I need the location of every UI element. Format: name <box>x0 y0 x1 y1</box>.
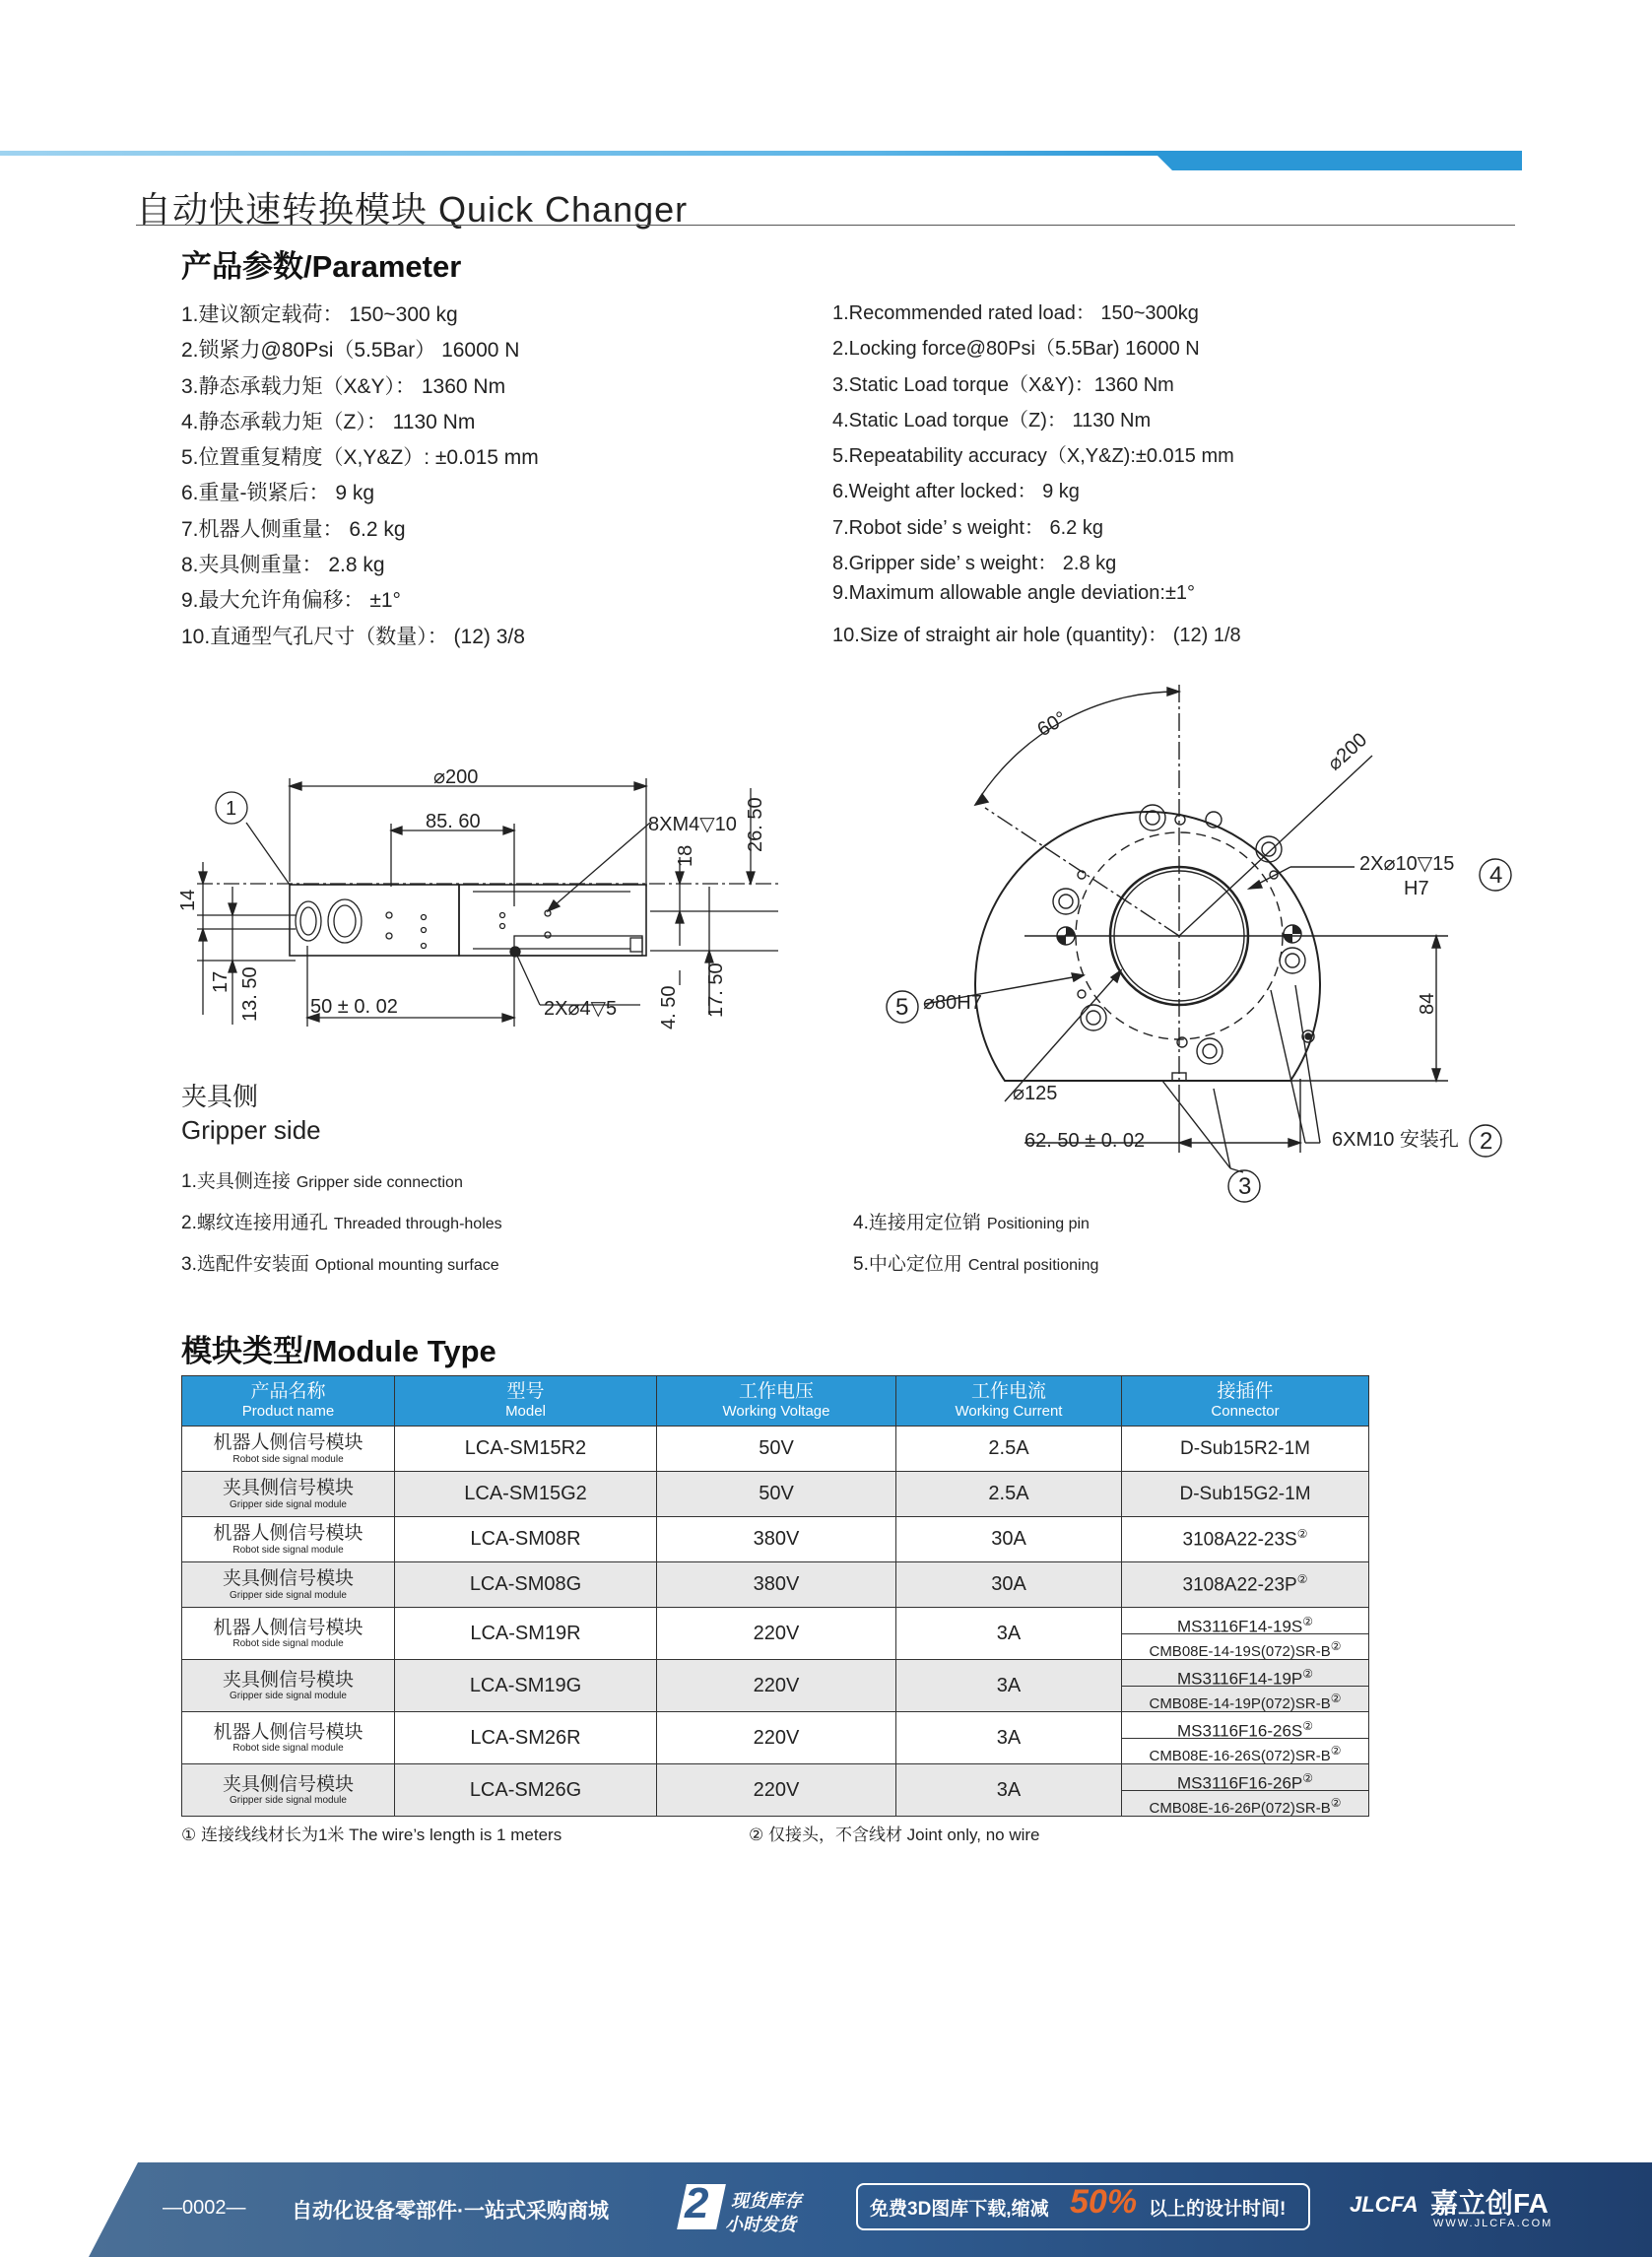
legend-item-5 <box>853 1249 1098 1276</box>
note-2-mark: ② <box>1330 1795 1342 1810</box>
legend-item-1 <box>181 1166 463 1193</box>
param-cn-4: 4.静态承载力矩（Z）： 1130 Nm <box>181 410 476 433</box>
voltage-cell: 50V <box>657 1472 896 1517</box>
brand-url: WWW.JLCFA.COM <box>1433 2218 1553 2229</box>
dim-side-450: 4. 50 <box>658 985 680 1029</box>
connector-value: CMB08E-16-26P(072)SR-B <box>1149 1799 1331 1817</box>
current-cell: 2.5A <box>896 1472 1122 1517</box>
legend-4-en: Positioning pin <box>986 1216 1090 1232</box>
legend-1-cn: 1.夹具侧连接 <box>181 1171 291 1192</box>
note-2-mark: ② <box>1296 1572 1308 1587</box>
footer-page-number: —0002— <box>163 2197 246 2219</box>
param-cn-2: 2.锁紧力@80Psi（5.5Bar） 16000 N <box>181 339 520 363</box>
col-current-cn: 工作电流 <box>970 1381 1046 1403</box>
param-cn-8: 8.夹具侧重量： 2.8 kg <box>181 554 385 577</box>
dim-front-phi125: ⌀125 <box>1013 1083 1058 1104</box>
legend-2-cn: 2.螺纹连接用通孔 <box>181 1213 328 1233</box>
promo-text-b: 以上的设计时间! <box>1149 2199 1287 2220</box>
col-model <box>395 1376 657 1427</box>
col-connector-cn: 接插件 <box>1217 1381 1274 1403</box>
param-en-7: 7.Robot side’ s weight： 6.2 kg <box>832 516 1103 539</box>
col-product-name <box>182 1376 395 1427</box>
col-model-en: Model <box>505 1403 546 1421</box>
param-en-1: 1.Recommended rated load： 150~300kg <box>832 302 1199 324</box>
product-name-en: Gripper side signal module <box>230 1691 347 1702</box>
model-cell: LCA-SM15G2 <box>395 1472 657 1517</box>
product-name-cell <box>182 1660 395 1712</box>
col-current-en: Working Current <box>955 1403 1063 1421</box>
note-2-mark: ② <box>1302 1770 1314 1785</box>
footer-slogan: 自动化设备零部件·一站式采购商城 <box>292 2200 609 2223</box>
table-note-1: ① 连接线线材长为1米 The wire’s length is 1 meters <box>181 1826 562 1844</box>
table-row <box>182 1660 1369 1712</box>
col-model-cn: 型号 <box>506 1381 545 1403</box>
page-title: 自动快速转换模块 Quick Changer <box>136 189 689 230</box>
note-2-mark: ② <box>1302 1666 1314 1681</box>
product-name-cell <box>182 1764 395 1817</box>
voltage-cell: 220V <box>657 1660 896 1712</box>
connector-cell <box>1122 1562 1369 1608</box>
connector-value: MS3116F14-19S <box>1176 1617 1303 1636</box>
note-2-mark: ② <box>1330 1691 1342 1705</box>
connector-primary <box>1122 1714 1368 1739</box>
param-cn-3: 3.静态承载力矩（X&Y）： 1360 Nm <box>181 374 506 398</box>
product-name-en: Robot side signal module <box>232 1544 344 1556</box>
voltage-cell: 220V <box>657 1764 896 1817</box>
table-row <box>182 1562 1369 1608</box>
connector-primary <box>1122 1610 1368 1634</box>
dim-front-6250: 62. 50 ± 0. 02 <box>1024 1130 1146 1152</box>
gripper-caption-en: Gripper side <box>181 1115 321 1145</box>
note-2-mark: ② <box>1330 1743 1342 1758</box>
product-name-cn: 夹具侧信号模块 <box>222 1478 354 1499</box>
connector-value: MS3116F14-19P <box>1176 1669 1303 1689</box>
model-cell: LCA-SM19R <box>395 1608 657 1660</box>
connector-cell <box>1122 1660 1369 1712</box>
module-table-header <box>182 1376 1369 1427</box>
col-product-name-en: Product name <box>241 1403 335 1421</box>
parameter-heading: 产品参数/Parameter <box>181 249 462 284</box>
product-name-cell <box>182 1608 395 1660</box>
callout-4-label: 4 <box>1489 862 1503 889</box>
current-cell: 3A <box>896 1712 1122 1764</box>
product-name-cn: 机器人侧信号模块 <box>213 1617 363 1638</box>
voltage-cell: 380V <box>657 1517 896 1562</box>
dim-side-phi200: ⌀200 <box>433 766 479 788</box>
dim-side-2650: 26. 50 <box>745 797 766 852</box>
connector-value: 3108A22-23P <box>1182 1574 1297 1596</box>
product-name-cell <box>182 1712 395 1764</box>
voltage-cell: 220V <box>657 1712 896 1764</box>
product-name-en: Robot side signal module <box>232 1743 344 1755</box>
col-connector-en: Connector <box>1211 1403 1280 1421</box>
product-name-cn: 夹具侧信号模块 <box>222 1773 354 1795</box>
connector-cell: D-Sub15G2-1M <box>1122 1472 1369 1517</box>
current-cell: 2.5A <box>896 1427 1122 1472</box>
badge-line-1: 现货库存 <box>731 2191 802 2211</box>
legend-5-cn: 5.中心定位用 <box>853 1254 962 1275</box>
connector-value: MS3116F16-26S <box>1176 1721 1303 1741</box>
dim-front-phi80: ⌀80H7 <box>923 992 982 1014</box>
model-cell: LCA-SM08R <box>395 1517 657 1562</box>
table-row <box>182 1427 1369 1472</box>
voltage-cell: 380V <box>657 1562 896 1608</box>
current-cell: 30A <box>896 1562 1122 1608</box>
param-cn-9: 9.最大允许角偏移： ±1° <box>181 589 401 613</box>
badge-line-2: 小时发货 <box>725 2215 796 2234</box>
module-heading: 模块类型/Module Type <box>181 1334 496 1368</box>
current-cell: 3A <box>896 1608 1122 1660</box>
table-row <box>182 1712 1369 1764</box>
connector-secondary <box>1122 1687 1368 1710</box>
dim-front-angle: 60° <box>1033 707 1071 742</box>
product-name-en: Robot side signal module <box>232 1453 344 1465</box>
product-name-cn: 机器人侧信号模块 <box>213 1721 363 1743</box>
legend-4-cn: 4.连接用定位销 <box>853 1213 981 1233</box>
product-name-cn: 机器人侧信号模块 <box>213 1432 363 1454</box>
legend-item-2 <box>181 1208 502 1234</box>
model-cell: LCA-SM08G <box>395 1562 657 1608</box>
legend-1-en: Gripper side connection <box>296 1174 463 1191</box>
product-name-cell <box>182 1562 395 1608</box>
model-cell: LCA-SM19G <box>395 1660 657 1712</box>
table-row <box>182 1764 1369 1817</box>
param-cn-6: 6.重量-锁紧后： 9 kg <box>181 482 375 505</box>
param-en-9: 9.Maximum allowable angle deviation:±1° <box>832 582 1196 605</box>
param-cn-5: 5.位置重复精度（X,Y&Z）: ±0.015 mm <box>181 446 539 470</box>
col-voltage <box>657 1376 896 1427</box>
model-cell: LCA-SM26R <box>395 1712 657 1764</box>
callout-5-label: 5 <box>895 994 909 1021</box>
param-en-6: 6.Weight after locked： 9 kg <box>832 481 1080 503</box>
legend-2-en: Threaded through-holes <box>333 1216 502 1232</box>
note-2-mark: ② <box>1296 1527 1308 1542</box>
col-voltage-cn: 工作电压 <box>738 1381 814 1403</box>
current-cell: 30A <box>896 1517 1122 1562</box>
badge-number: 2 <box>685 2179 709 2227</box>
model-cell: LCA-SM26G <box>395 1764 657 1817</box>
note-2-mark: ② <box>1302 1718 1314 1733</box>
connector-value: MS3116F16-26P <box>1176 1773 1303 1793</box>
dim-side-1350: 13. 50 <box>239 966 261 1022</box>
dim-front-6xm10: 6XM10 安装孔 <box>1332 1129 1459 1151</box>
param-en-4: 4.Static Load torque（Z)： 1130 Nm <box>832 409 1152 431</box>
product-name-cell <box>182 1472 395 1517</box>
col-voltage-en: Working Voltage <box>722 1403 830 1421</box>
promo-text-a: 免费3D图库下载,缩减 <box>870 2199 1049 2220</box>
voltage-cell: 220V <box>657 1608 896 1660</box>
dim-side-50: 50 ± 0. 02 <box>310 996 398 1018</box>
product-name-en: Gripper side signal module <box>230 1795 347 1807</box>
table-note-2: ② 仅接头，不含线材 Joint only, no wire <box>749 1826 1040 1844</box>
product-name-cn: 夹具侧信号模块 <box>222 1669 354 1691</box>
connector-secondary <box>1122 1634 1368 1658</box>
product-name-en: Robot side signal module <box>232 1638 344 1650</box>
table-row <box>182 1472 1369 1517</box>
current-cell: 3A <box>896 1660 1122 1712</box>
connector-secondary <box>1122 1739 1368 1762</box>
param-en-3: 3.Static Load torque（X&Y)：1360 Nm <box>832 373 1174 396</box>
connector-value: CMB08E-16-26S(072)SR-B <box>1149 1747 1331 1764</box>
dim-side-8560: 85. 60 <box>426 811 481 832</box>
product-name-en: Gripper side signal module <box>230 1589 347 1601</box>
table-row <box>182 1608 1369 1660</box>
promo-percent: 50% <box>1070 2183 1138 2221</box>
brand-logo-mark: JLCFA <box>1350 2192 1419 2217</box>
legend-item-4 <box>853 1208 1090 1234</box>
param-en-2: 2.Locking force@80Psi（5.5Bar) 16000 N <box>832 338 1200 361</box>
param-cn-1: 1.建议额定载荷： 150~300 kg <box>181 303 458 326</box>
dim-front-h7: H7 <box>1404 878 1429 899</box>
brand-name: 嘉立创FA <box>1430 2188 1549 2219</box>
legend-3-cn: 3.选配件安装面 <box>181 1254 309 1275</box>
dim-side-18: 18 <box>675 844 696 867</box>
connector-value: 3108A22-23S <box>1182 1529 1297 1551</box>
legend-5-en: Central positioning <box>967 1257 1099 1274</box>
product-name-en: Gripper side signal module <box>230 1498 347 1510</box>
param-en-8: 8.Gripper side’ s weight： 2.8 kg <box>832 553 1117 575</box>
legend-item-3 <box>181 1249 499 1276</box>
product-name-cell <box>182 1427 395 1472</box>
col-product-name-cn: 产品名称 <box>250 1381 326 1403</box>
callout-1-label: 1 <box>226 798 237 820</box>
connector-primary <box>1122 1662 1368 1687</box>
connector-cell <box>1122 1517 1369 1562</box>
connector-value: CMB08E-14-19P(072)SR-B <box>1149 1694 1331 1712</box>
dim-side-2xphi4: 2X⌀4▽5 <box>544 998 618 1020</box>
connector-cell <box>1122 1764 1369 1817</box>
product-name-cn: 夹具侧信号模块 <box>222 1568 354 1590</box>
param-cn-10: 10.直通型气孔尺寸（数量）： (12) 3/8 <box>181 625 525 648</box>
model-cell: LCA-SM15R2 <box>395 1427 657 1472</box>
voltage-cell: 50V <box>657 1427 896 1472</box>
dim-side-8xm4: 8XM4▽10 <box>648 814 737 835</box>
connector-cell: D-Sub15R2-1M <box>1122 1427 1369 1472</box>
connector-secondary <box>1122 1791 1368 1815</box>
param-en-5: 5.Repeatability accuracy（X,Y&Z):±0.015 mm <box>832 445 1234 468</box>
connector-primary <box>1122 1766 1368 1791</box>
param-cn-7: 7.机器人侧重量： 6.2 kg <box>181 517 406 541</box>
callout-2-label: 2 <box>1480 1128 1493 1155</box>
note-2-mark: ② <box>1302 1614 1314 1628</box>
connector-cell <box>1122 1712 1369 1764</box>
col-connector <box>1122 1376 1369 1427</box>
connector-cell <box>1122 1608 1369 1660</box>
note-2-mark: ② <box>1330 1638 1342 1653</box>
dim-front-phi200: ⌀200 <box>1323 728 1372 775</box>
legend-3-en: Optional mounting surface <box>314 1257 499 1274</box>
product-name-cn: 机器人侧信号模块 <box>213 1523 363 1545</box>
product-name-cell <box>182 1517 395 1562</box>
module-table <box>181 1375 1369 1817</box>
param-en-10: 10.Size of straight air hole (quantity)： (12) 1/8 <box>832 624 1241 646</box>
connector-value: CMB08E-14-19S(072)SR-B <box>1149 1642 1331 1660</box>
dim-front-2xphi10: 2X⌀10▽15 <box>1359 853 1455 875</box>
dim-front-84: 84 <box>1417 992 1438 1015</box>
table-row <box>182 1517 1369 1562</box>
callout-3-label: 3 <box>1238 1173 1252 1200</box>
gripper-caption-cn: 夹具侧 <box>181 1082 259 1111</box>
col-current <box>896 1376 1122 1427</box>
current-cell: 3A <box>896 1764 1122 1817</box>
dim-side-17: 17 <box>210 970 231 993</box>
dim-side-14: 14 <box>177 889 199 911</box>
dim-side-1750: 17. 50 <box>705 963 727 1018</box>
